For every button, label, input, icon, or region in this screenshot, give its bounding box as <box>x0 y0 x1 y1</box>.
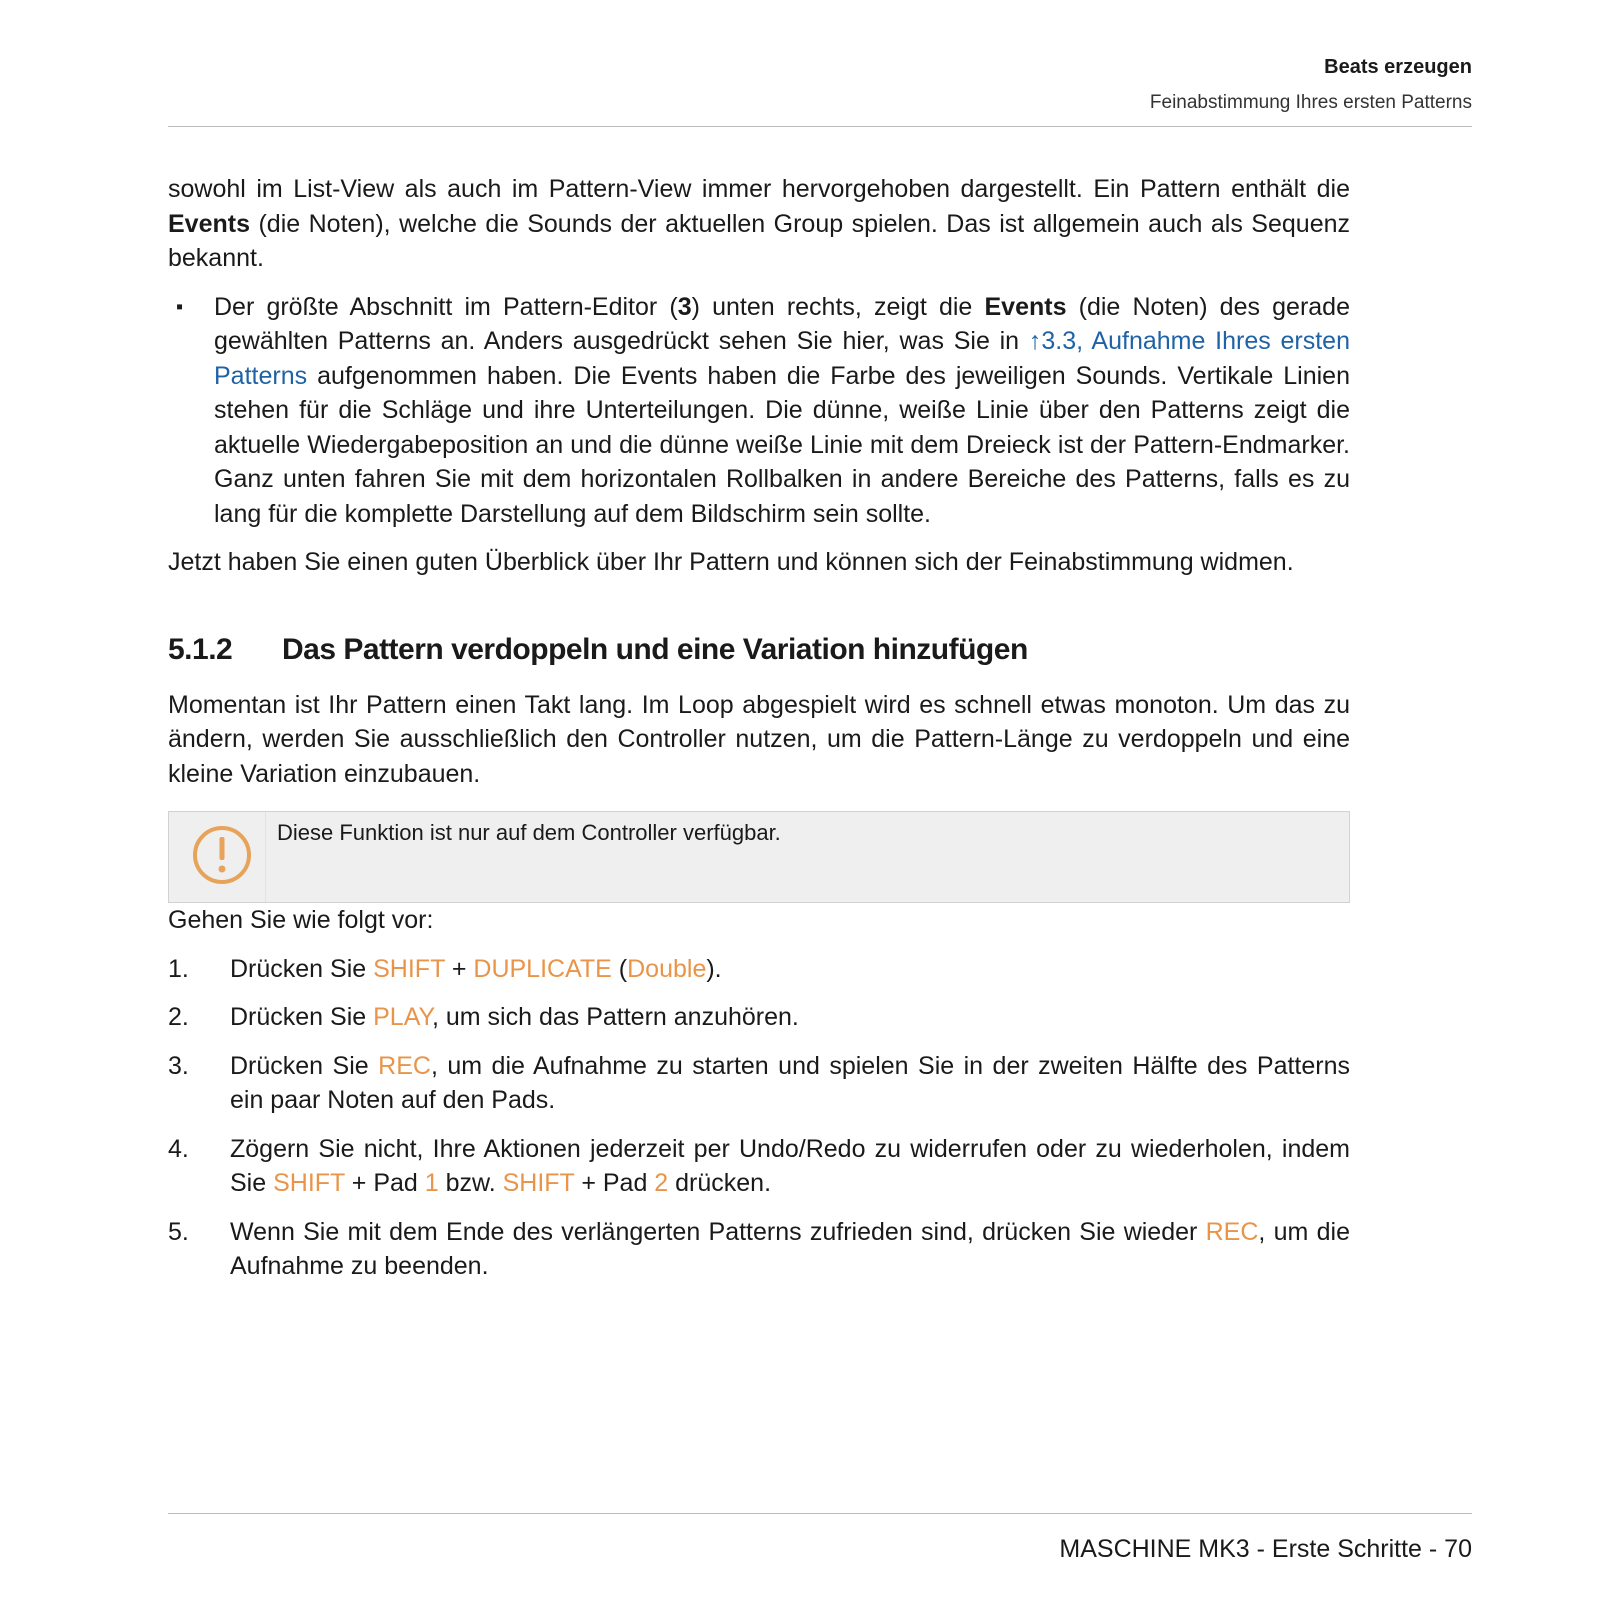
list-item: 1. Drücken Sie SHIFT + DUPLICATE (Double). <box>168 952 1350 987</box>
header-divider <box>168 126 1472 127</box>
control-name: REC <box>1205 1217 1259 1246</box>
list-item: 3. Drücken Sie REC, um die Aufnahme zu starten und spielen Sie in der zweiten Hälfte des Patterns ein paar Noten auf den Pads. <box>168 1049 1350 1118</box>
section-title: Feinabstimmung Ihres ersten Patterns <box>1149 92 1472 113</box>
paragraph-intro: sowohl im List-View als auch im Pattern-View immer hervorgehoben dargestellt. Ein Pattern enthält die Events (die Noten), welche die Sounds der aktuellen Group spielen. Das ist allgemein auch als Sequenz bekannt. <box>168 175 1350 272</box>
control-name: 1 <box>424 1169 439 1197</box>
step-number: 4. <box>168 1134 189 1163</box>
control-name: SHIFT <box>502 1169 575 1197</box>
step-number: 1. <box>168 954 189 983</box>
control-name: SHIFT <box>273 1169 345 1197</box>
control-name: REC <box>378 1051 431 1080</box>
paragraph-section-intro: Momentan ist Ihr Pattern einen Takt lang. Im Loop abgespielt wird es schnell etwas monoton. Um das zu ändern, werden Sie ausschließlich den Controller nutzen, um die Pattern-Länge zu verdoppeln und eine kleine Variation einzubauen. <box>168 690 1350 788</box>
control-name: Double <box>627 954 707 983</box>
page-body <box>168 172 1350 1298</box>
control-name: SHIFT <box>373 954 445 983</box>
footer-divider <box>168 1513 1472 1514</box>
exclamation-circle-icon <box>191 824 253 886</box>
list-item: 4. Zögern Sie nicht, Ihre Aktionen jederzeit per Undo/Redo zu widerrufen oder zu wiederholen, indem Sie SHIFT + Pad 1 bzw. SHIFT + Pad 2 drücken. <box>168 1132 1350 1201</box>
list-item: 5. Wenn Sie mit dem Ende des verlängerten Patterns zufrieden sind, drücken Sie wieder REC, um die Aufnahme zu beenden. <box>168 1215 1350 1284</box>
notice-text: Diese Funktion ist nur auf dem Controller verfügbar. <box>277 820 781 845</box>
bold-term: Events <box>984 292 1067 321</box>
page-footer: MASCHINE MK3 - Erste Schritte - 70 <box>1059 1535 1472 1563</box>
step-number: 2. <box>168 1003 189 1031</box>
step-number: 3. <box>168 1051 189 1080</box>
step-number: 5. <box>168 1217 189 1246</box>
control-name: PLAY <box>373 1003 432 1031</box>
cross-reference-link[interactable]: ↑3.3, Aufnahme Ihres ersten Patterns <box>214 327 1350 390</box>
heading-title: Das Pattern verdoppeln und eine Variation hinzufügen <box>282 632 1028 666</box>
heading-number: 5.1.2 <box>168 632 233 666</box>
steps-intro: Gehen Sie wie folgt vor: <box>168 906 434 934</box>
list-item: 2. Drücken Sie PLAY, um sich das Pattern anzuhören. <box>168 1000 1350 1035</box>
bullet-marker: ▪ <box>176 295 184 318</box>
control-name: DUPLICATE <box>473 954 612 983</box>
bold-term: Events <box>168 209 250 238</box>
control-name: 2 <box>654 1169 669 1197</box>
running-header <box>168 52 1472 118</box>
bullet-list <box>168 290 1350 532</box>
bold-term: 3 <box>677 292 692 321</box>
list-item: ▪ Der größte Abschnitt im Pattern-Editor (3) unten rechts, zeigt die Events (die Noten) des gerade gewählten Patterns an. Anders ausgedrückt sehen Sie hier, was Sie in ↑3.3, Aufnahme Ihres ersten Patterns aufgenommen haben. Die Events haben die Farbe des jeweiligen Sounds. Vertikale Linien stehen für die Schläge und ihre Unterteilungen. Die dünne, weiße Linie über den Patterns zeigt die aktuelle Wiedergabeposition an und die dünne weiße Linie mit dem Dreieck ist der Pattern-Endmarker. Ganz unten fahren Sie mit dem horizontalen Rollbalken in andere Bereiche des Patterns, falls es zu lang für die komplette Darstellung auf dem Bildschirm sein sollte. <box>168 290 1350 532</box>
notice-icon-cell <box>169 812 266 902</box>
chapter-title: Beats erzeugen <box>1324 56 1472 78</box>
section-heading <box>168 630 1350 670</box>
paragraph-overview: Jetzt haben Sie einen guten Überblick über Ihr Pattern und können sich der Feinabstimmung widmen. <box>168 548 1294 576</box>
steps-list <box>168 952 1350 1284</box>
notice-box <box>168 811 1350 903</box>
